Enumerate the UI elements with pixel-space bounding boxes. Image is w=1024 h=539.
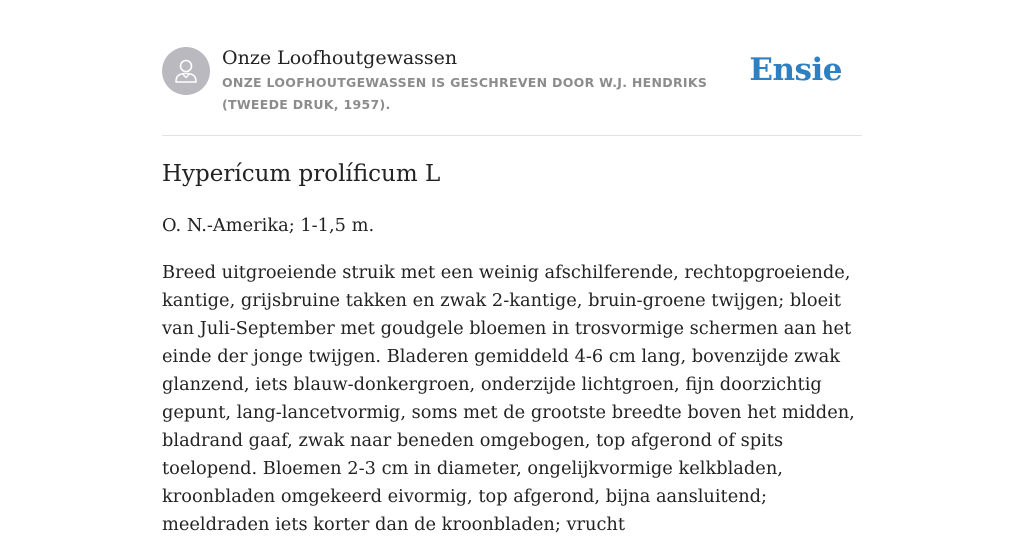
brand-logo[interactable]: Ensie [749,52,842,88]
user-avatar-icon[interactable] [162,47,210,95]
source-header [162,46,862,116]
entry-paragraph-origin: O. N.-Amerika; 1-1,5 m. [162,215,375,236]
person-outline-icon [162,47,210,95]
source-title[interactable]: Onze Loofhoutgewassen [222,47,458,69]
source-description: ONZE LOOFHOUTGEWASSEN IS GESCHREVEN DOOR W.J. HENDRIKS (TWEEDE DRUK, 1957). [222,75,708,112]
entry-paragraph-description: Breed uitgroeiende struik met een weinig afschilferende, rechtopgroeiende, kantige, grijsbruine takken en zwak 2-kantige, bruin-groene twijgen; bloeit van Juli-September met goudgele bloemen in trosvormige schermen aan het einde der jonge twijgen. Bladeren gemiddeld 4-6 cm lang, bovenzijde zwak glanzend, iets blauw-donkergroen, onderzijde lichtgroen, fijn doorzichtig gepunt, lang-lancetvormig, soms met de grootste breedte boven het midden, bladrand gaaf, zwak naar beneden omgebogen, top afgerond of spits toelopend. Bloemen 2-3 cm in diameter, ongelijkvormige kelkbladen, kroonbladen omgekeerd eivormig, top afgerond, bijna aansluitend; meeldraden iets korter dan de kroonbladen; vrucht [162,262,855,535]
entry-title: Hyperícum prolíficum L [162,161,441,187]
header-divider [162,135,862,136]
